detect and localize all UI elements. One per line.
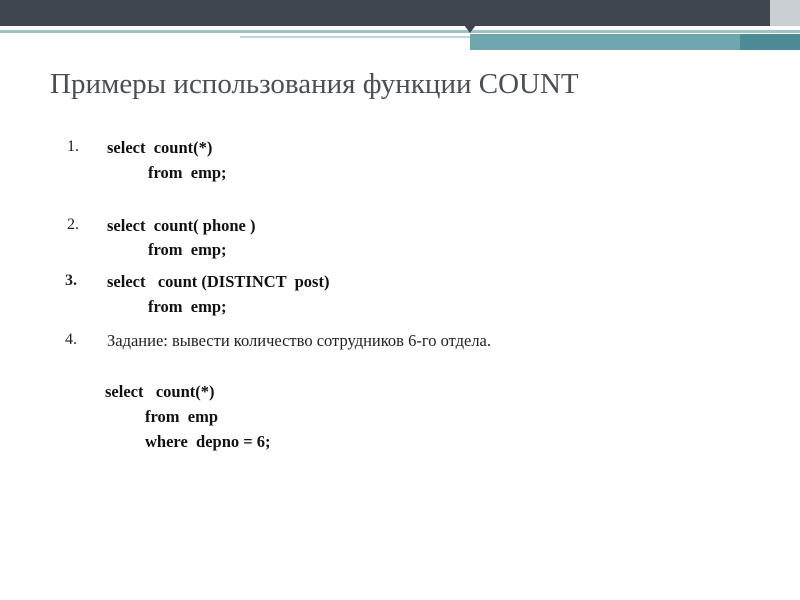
- answer-line-3: where depno = 6;: [145, 432, 271, 451]
- item-4-text: Задание: вывести количество сотрудников 6-го отдела.: [107, 331, 492, 350]
- item-4-number: 4.: [65, 331, 77, 348]
- item-2-line-2: from emp;: [148, 240, 227, 259]
- item-1-line-1: select count(*): [107, 138, 213, 157]
- item-3-line-1: select count (DISTINCT post): [107, 272, 330, 291]
- slide-title: Примеры использования функции COUNT: [50, 68, 579, 100]
- accent-line: [0, 30, 800, 33]
- top-band-highlight: [770, 0, 800, 26]
- item-2-line-1: select count( phone ): [107, 216, 256, 235]
- accent-bar: [470, 34, 800, 50]
- item-3-number: 3.: [65, 272, 77, 289]
- item-1-number: 1.: [67, 138, 79, 155]
- item-1-line-2: from emp;: [148, 163, 227, 182]
- item-3-line-2: from emp;: [148, 297, 227, 316]
- accent-marker: [464, 25, 476, 33]
- answer-line-2: from emp: [145, 407, 219, 426]
- top-band: [0, 0, 800, 26]
- accent-bar-shade: [740, 34, 800, 50]
- item-2-number: 2.: [67, 216, 79, 233]
- answer-line-1: select count(*): [105, 382, 215, 401]
